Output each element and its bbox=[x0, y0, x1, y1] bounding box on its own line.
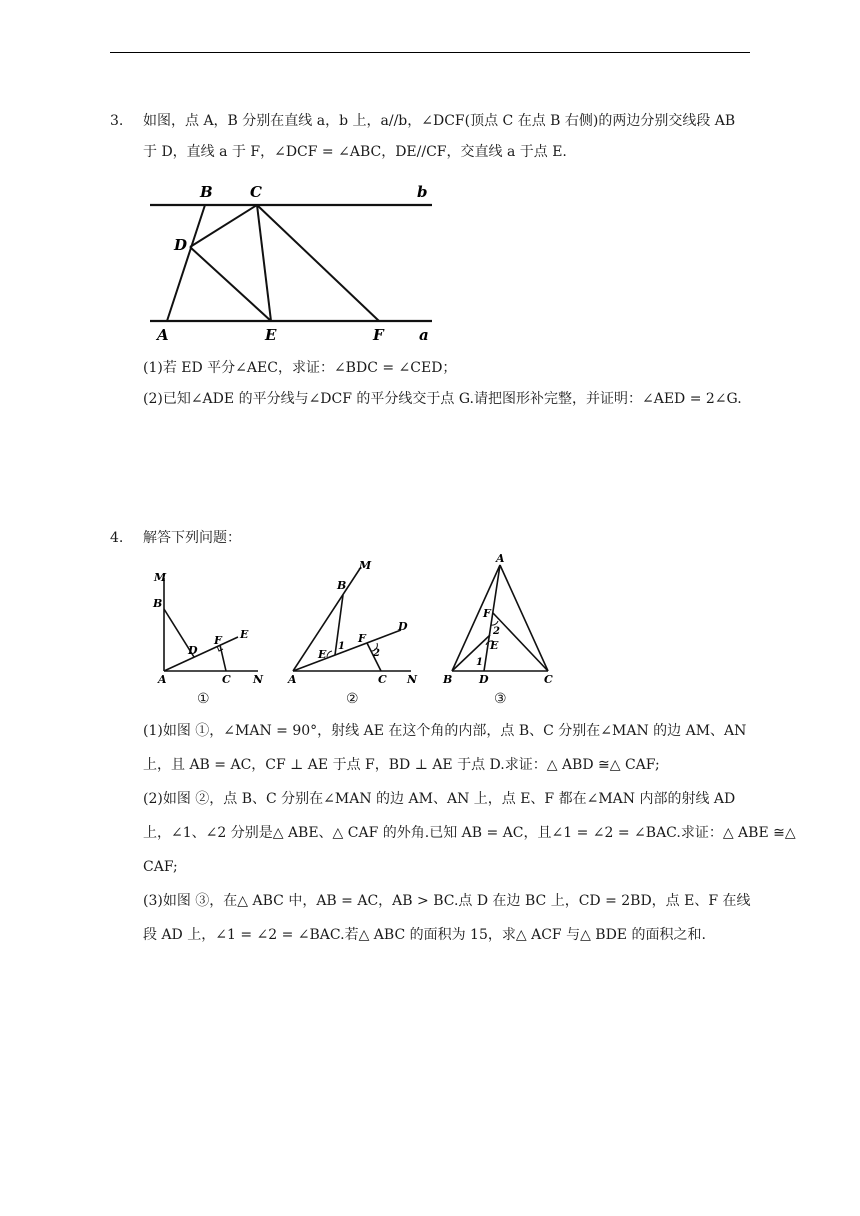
point-label: E bbox=[490, 639, 499, 652]
point-label: N bbox=[253, 673, 264, 686]
question-body bbox=[143, 106, 750, 168]
point-label: a bbox=[419, 326, 429, 344]
figure-caption: ③ bbox=[494, 691, 507, 707]
sub-question-2-line: (2)如图 ②，点 B、C 分别在∠MAN 的边 AM、AN 上，点 E、F 都在∠MAN 内部的射线 AD bbox=[143, 791, 736, 807]
point-label: E bbox=[265, 326, 277, 344]
point-label: A bbox=[157, 326, 169, 344]
sub-question-2-line: CAF; bbox=[143, 859, 178, 875]
point-label: B bbox=[443, 673, 453, 686]
sub-question-1-line: (1)如图 ①，∠MAN = 90°，射线 AE 在这个角的内部，点 B、C 分别在∠MAN 的边 AM、AN bbox=[143, 723, 747, 739]
sub-question-3-line: 段 AD 上，∠1 = ∠2 = ∠BAC.若△ ABC 的面积为 15，求△ ACF 与△ BDE 的面积之和. bbox=[143, 927, 706, 943]
point-label: C bbox=[544, 673, 553, 686]
point-label: E bbox=[318, 648, 327, 661]
point-label: D bbox=[479, 673, 489, 686]
angle-label: 1 bbox=[476, 657, 483, 668]
point-label: D bbox=[188, 644, 198, 657]
point-label: E bbox=[240, 628, 249, 641]
question-number: 4. bbox=[110, 530, 124, 546]
sub-question-1: (1)若 ED 平分∠AEC，求证：∠BDC = ∠CED； bbox=[143, 360, 457, 376]
point-label: F bbox=[373, 326, 384, 344]
angle-label: 2 bbox=[373, 648, 380, 659]
question-text-line: 于 D，直线 a 于 F，∠DCF = ∠ABC，DE//CF，交直线 a 于点 E. bbox=[143, 144, 567, 160]
sub-question-2: (2)已知∠ADE 的平分线与∠DCF 的平分线交于点 G.请把图形补完整，并证明：∠AED = 2∠G. bbox=[143, 391, 742, 407]
point-label: D bbox=[398, 620, 408, 633]
question-number: 3. bbox=[110, 113, 124, 129]
point-label: A bbox=[158, 673, 167, 686]
figure-q4-3 bbox=[440, 553, 560, 692]
figure-q4-1 bbox=[150, 565, 270, 694]
point-label: F bbox=[358, 632, 366, 645]
point-label: D bbox=[174, 236, 188, 254]
point-label: C bbox=[250, 183, 262, 201]
point-label: b bbox=[417, 183, 428, 201]
point-label: N bbox=[407, 673, 418, 686]
figure-caption: ② bbox=[346, 691, 359, 707]
angle-label: 1 bbox=[338, 641, 345, 652]
sub-question-2-line: 上，∠1、∠2 分别是△ ABE、△ CAF 的外角.已知 AB = AC，且∠1 = ∠2 = ∠BAC.求证：△ ABE ≅△ bbox=[143, 825, 796, 841]
sub-question-3-line: (3)如图 ③，在△ ABC 中，AB = AC，AB > BC.点 D 在边 BC 上，CD = 2BD，点 E、F 在线 bbox=[143, 893, 751, 909]
point-label: M bbox=[154, 571, 167, 584]
question-text-line: 如图，点 A，B 分别在直线 a，b 上，a//b，∠DCF(顶点 C 在点 B 右侧)的两边分别交线段 AB bbox=[143, 113, 736, 129]
point-label: F bbox=[483, 607, 491, 620]
point-label: A bbox=[288, 673, 297, 686]
angle-label: 2 bbox=[493, 626, 500, 637]
sub-question-1-line: 上，且 AB = AC，CF ⊥ AE 于点 F，BD ⊥ AE 于点 D.求证：△ ABD ≅△ CAF; bbox=[143, 757, 660, 773]
point-label: B bbox=[200, 183, 213, 201]
point-label: B bbox=[337, 579, 347, 592]
point-label: C bbox=[378, 673, 387, 686]
figure-caption: ① bbox=[197, 691, 210, 707]
point-label: F bbox=[214, 634, 222, 647]
point-label: M bbox=[359, 559, 372, 572]
point-label: C bbox=[222, 673, 231, 686]
point-label: B bbox=[153, 597, 163, 610]
point-label: A bbox=[496, 553, 505, 565]
header-rule bbox=[110, 52, 750, 53]
question-intro: 解答下列问题： bbox=[143, 530, 241, 546]
figure-q3 bbox=[140, 178, 440, 352]
figure-q4-2 bbox=[283, 555, 423, 694]
